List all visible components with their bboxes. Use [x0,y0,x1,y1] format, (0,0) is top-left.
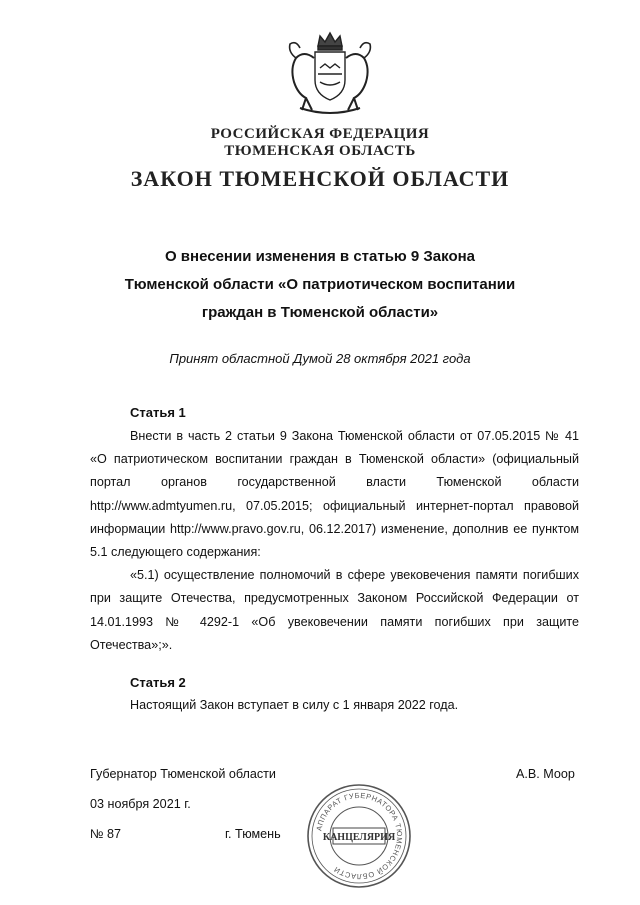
header-law-title: ЗАКОН ТЮМЕНСКОЙ ОБЛАСТИ [130,166,510,191]
title-line-2: Тюменской области «О патриотическом воспитании [124,276,516,293]
article-2-paragraph-1: Настоящий Закон вступает в силу с 1 января 2022 года. [130,698,459,712]
title-line-1: О внесении изменения в статью 9 Закона [164,248,476,265]
official-stamp [305,782,413,890]
article-1-paragraph-1: Внести в часть 2 статьи 9 Закона Тюменской области от 07.05.2015 № 41 «О патриотическом воспитании граждан в Тюменской области» (официальный портал органов государственной власти Тюменской области http://www.admtyumen.ru, 07.05.2015; официальный интернет-портал правовой информации http://www.pravo.gov.ru, 06.12.2017) изменение, дополнив ее пунктом 5.1 следующего содержания: [90,429,579,560]
header-region: ТЮМЕНСКАЯ ОБЛАСТЬ [224,143,416,159]
document-title [0,243,640,327]
svg-text:КАНЦЕЛЯРИЯ: КАНЦЕЛЯРИЯ [322,832,396,843]
article-1-heading: Статья 1 [130,405,186,420]
adoption-note: Принят областной Думой 28 октября 2021 года [169,351,471,366]
article-2-heading: Статья 2 [130,675,186,690]
law-number: № 87 [90,827,122,841]
title-line-3: граждан в Тюменской области» [201,304,439,321]
coat-of-arms-emblem [280,28,380,116]
article-2-text [90,694,579,717]
svg-text:АППАРАТ ГУБЕРНАТОРА ТЮМЕНСКОЙ: АППАРАТ ГУБЕРНАТОРА ТЮМЕНСКОЙ ОБЛАСТИ [314,790,405,882]
article-1-text [90,425,579,657]
signing-date: 03 ноября 2021 г. [90,797,191,811]
signing-city: г. Тюмень [225,827,281,841]
article-1-paragraph-2: «5.1) осуществление полномочий в сфере увековечения памяти погибших при защите Отечества, предусмотренных Законом Российской Федерации от 14.01.1993 № 4292-1 «Об увековечении памяти погибших при защите Отечества»;». [90,568,579,652]
signatory-name: А.В. Моор [516,767,575,781]
signatory-position: Губернатор Тюменской области [90,767,276,781]
header-federation: РОССИЙСКАЯ ФЕДЕРАЦИЯ [210,126,430,142]
